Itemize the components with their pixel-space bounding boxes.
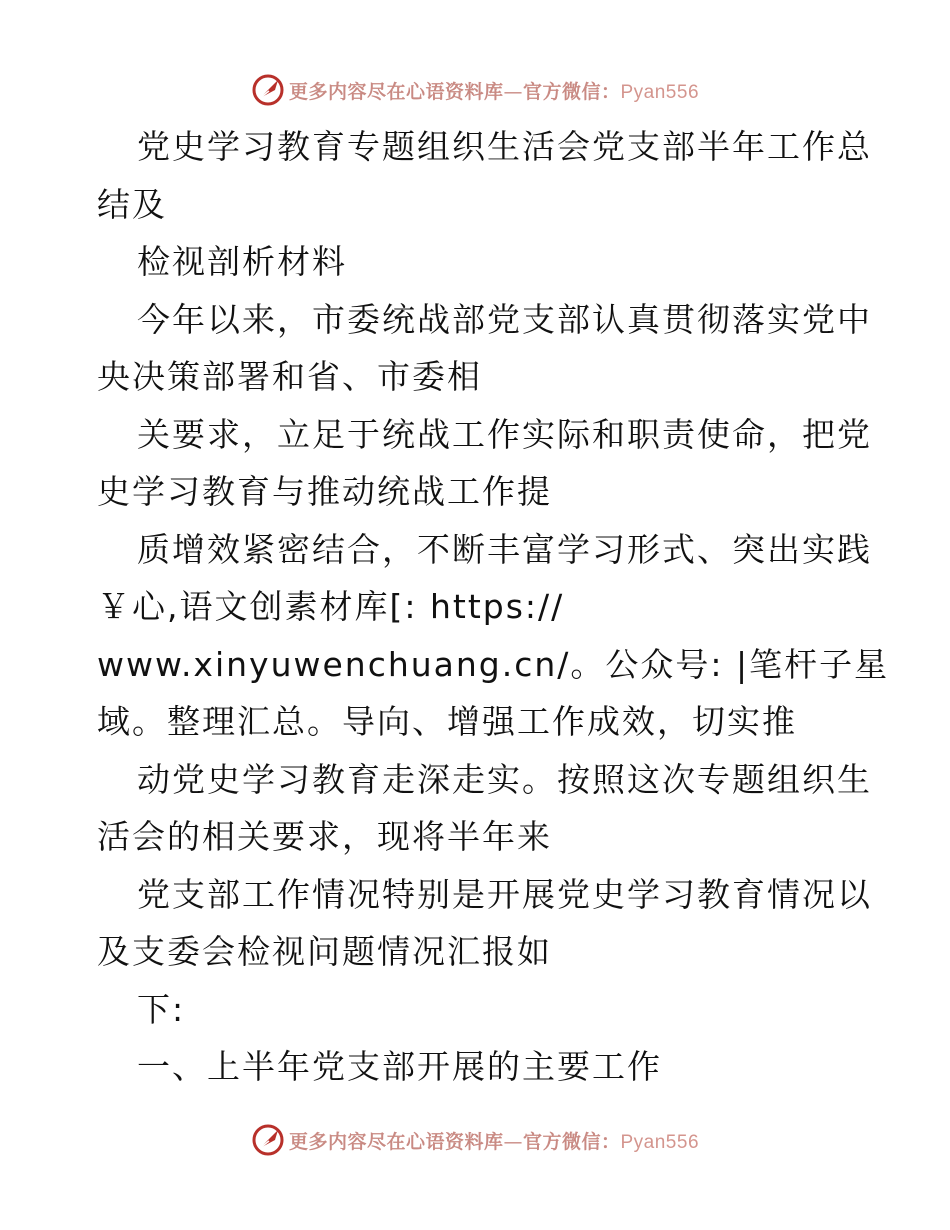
- doc-line: 域。整理汇总。导向、增强工作成效，切实推: [97, 702, 797, 741]
- doc-line: 下:: [137, 989, 186, 1029]
- section-heading: 一、上半年党支部开展的主要工作: [137, 1047, 662, 1086]
- doc-line: 结及: [97, 184, 167, 224]
- quill-logo-icon: [251, 73, 285, 107]
- doc-line: 关要求，立足于统战工作实际和职责使命，把党: [137, 414, 872, 454]
- watermark-text: 更多内容尽在心语资料库—官方微信：Pyan556: [288, 1130, 700, 1153]
- document-body: [97, 118, 890, 1096]
- quill-logo-icon: [251, 1123, 285, 1157]
- doc-line: 今年以来，市委统战部党支部认真贯彻落实党中: [137, 299, 872, 339]
- doc-line: ￥心,语文创素材库[: https://: [97, 587, 565, 626]
- doc-line: 活会的相关要求，现将半年来: [97, 817, 552, 856]
- doc-line: 央决策部署和省、市委相: [97, 357, 482, 396]
- doc-line: 动党史学习教育走深走实。按照这次专题组织生: [137, 759, 872, 799]
- doc-line: 质增效紧密结合，不断丰富学习形式、突出实践: [137, 529, 872, 569]
- doc-line: 及支委会检视问题情况汇报如: [97, 932, 552, 971]
- watermark-text: 更多内容尽在心语资料库—官方微信：Pyan556: [288, 80, 700, 103]
- header-watermark: [0, 70, 950, 110]
- doc-line: 党史学习教育专题组织生活会党支部半年工作总: [137, 127, 872, 166]
- footer-watermark: [0, 1120, 950, 1160]
- doc-line: 史学习教育与推动统战工作提: [97, 472, 552, 511]
- doc-line: 党支部工作情况特别是开展党史学习教育情况以: [137, 874, 872, 914]
- doc-line: 检视剖析材料: [137, 242, 347, 281]
- doc-line-url: www.xinyuwenchuang.cn/。公众号: |笔杆子星: [97, 644, 890, 684]
